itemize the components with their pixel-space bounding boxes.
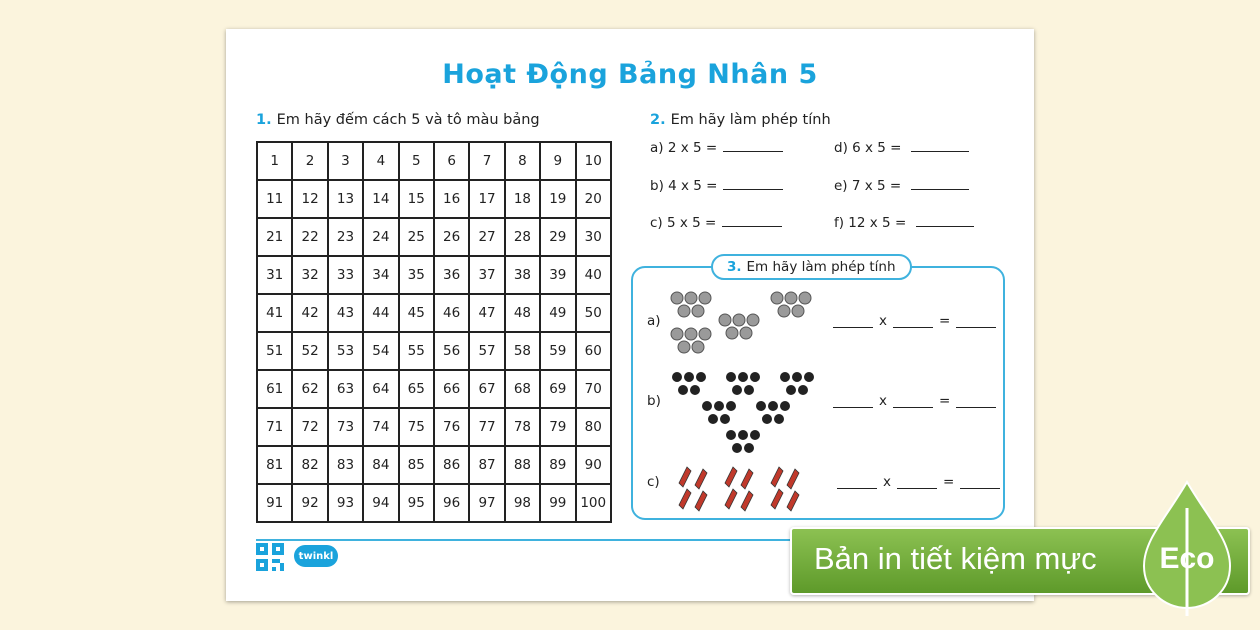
grid-cell[interactable]: 26	[435, 219, 470, 257]
product-blank[interactable]	[960, 478, 1000, 489]
grid-cell[interactable]: 80	[577, 409, 612, 447]
grid-cell[interactable]: 23	[329, 219, 364, 257]
section3-heading	[711, 254, 912, 280]
grid-cell[interactable]: 50	[577, 295, 612, 333]
factor-blank[interactable]	[837, 478, 877, 489]
grid-cell[interactable]: 61	[258, 371, 293, 409]
grid-cell[interactable]: 7	[470, 143, 505, 181]
grid-cell[interactable]: 100	[577, 485, 612, 523]
grid-cell[interactable]: 64	[364, 371, 399, 409]
problem-f-text: f) 12 x 5 =	[834, 215, 907, 231]
factor-blank[interactable]	[833, 317, 873, 328]
grid-cell[interactable]: 87	[470, 447, 505, 485]
grid-cell[interactable]: 94	[364, 485, 399, 523]
problem-b	[650, 178, 783, 194]
grid-cell[interactable]: 92	[293, 485, 328, 523]
grid-cell[interactable]: 1	[258, 143, 293, 181]
section2-heading	[650, 112, 831, 128]
grid-cell[interactable]: 68	[506, 371, 541, 409]
times-sign: x	[879, 313, 887, 329]
grid-cell[interactable]: 28	[506, 219, 541, 257]
section1-heading	[256, 112, 540, 128]
grid-cell[interactable]: 91	[258, 485, 293, 523]
grid-cell[interactable]: 59	[541, 333, 576, 371]
problem-d	[834, 140, 969, 156]
grid-cell[interactable]: 20	[577, 181, 612, 219]
grid-cell[interactable]: 99	[541, 485, 576, 523]
eco-badge: Eco	[1159, 542, 1215, 575]
grid-cell[interactable]: 37	[470, 257, 505, 295]
grid-cell[interactable]: 18	[506, 181, 541, 219]
grid-cell[interactable]: 65	[400, 371, 435, 409]
grid-cell[interactable]: 77	[470, 409, 505, 447]
section3-number: 3.	[727, 259, 742, 275]
equals-sign: =	[943, 474, 955, 490]
grid-cell[interactable]: 3	[329, 143, 364, 181]
answer-blank[interactable]	[911, 188, 969, 190]
grid-cell[interactable]: 40	[577, 257, 612, 295]
grid-cell[interactable]: 86	[435, 447, 470, 485]
grid-cell[interactable]: 47	[470, 295, 505, 333]
grid-cell[interactable]: 25	[400, 219, 435, 257]
gray-stones-icon	[665, 288, 825, 363]
grid-cell[interactable]: 6	[435, 143, 470, 181]
grid-cell[interactable]: 96	[435, 485, 470, 523]
qr-code-icon	[256, 543, 284, 571]
grid-cell[interactable]: 39	[541, 257, 576, 295]
grid-cell[interactable]: 76	[435, 409, 470, 447]
grid-cell[interactable]: 75	[400, 409, 435, 447]
grid-cell[interactable]: 30	[577, 219, 612, 257]
equals-sign: =	[939, 393, 951, 409]
times-sign: x	[879, 393, 887, 409]
product-blank[interactable]	[956, 317, 996, 328]
factor-blank[interactable]	[833, 397, 873, 408]
grid-cell[interactable]: 84	[364, 447, 399, 485]
grid-cell[interactable]: 17	[470, 181, 505, 219]
grid-cell[interactable]: 73	[329, 409, 364, 447]
row-c-label: c)	[647, 474, 660, 490]
equals-sign: =	[939, 313, 951, 329]
grid-cell[interactable]: 62	[293, 371, 328, 409]
ladybird-icon	[665, 368, 825, 453]
factor-blank[interactable]	[893, 397, 933, 408]
grid-cell[interactable]: 70	[577, 371, 612, 409]
answer-blank[interactable]	[916, 225, 974, 227]
grid-cell[interactable]: 2	[293, 143, 328, 181]
section1-number: 1.	[256, 112, 272, 128]
grid-cell[interactable]: 72	[293, 409, 328, 447]
grid-cell[interactable]: 71	[258, 409, 293, 447]
grid-cell[interactable]: 42	[293, 295, 328, 333]
page-title: Hoạt Động Bảng Nhân 5	[442, 59, 818, 90]
grid-cell[interactable]: 69	[541, 371, 576, 409]
grid-cell[interactable]: 41	[258, 295, 293, 333]
grid-cell[interactable]: 66	[435, 371, 470, 409]
grid-cell[interactable]: 51	[258, 333, 293, 371]
problem-e	[834, 178, 969, 194]
grid-cell[interactable]: 78	[506, 409, 541, 447]
times-sign: x	[883, 474, 891, 490]
grid-cell[interactable]: 88	[506, 447, 541, 485]
grid-cell[interactable]: 82	[293, 447, 328, 485]
problem-d-text: d) 6 x 5 =	[834, 140, 902, 156]
product-blank[interactable]	[956, 397, 996, 408]
grid-cell[interactable]: 83	[329, 447, 364, 485]
grid-cell[interactable]: 63	[329, 371, 364, 409]
grid-cell[interactable]: 95	[400, 485, 435, 523]
grid-cell[interactable]: 10	[577, 143, 612, 181]
grid-cell[interactable]: 24	[364, 219, 399, 257]
grid-cell[interactable]: 57	[470, 333, 505, 371]
grid-cell[interactable]: 14	[364, 181, 399, 219]
grid-cell[interactable]: 43	[329, 295, 364, 333]
grid-cell[interactable]: 49	[541, 295, 576, 333]
grid-cell[interactable]: 38	[506, 257, 541, 295]
grid-cell[interactable]: 53	[329, 333, 364, 371]
grid-cell[interactable]: 32	[293, 257, 328, 295]
worksheet	[226, 29, 1034, 601]
grid-cell[interactable]: 45	[400, 295, 435, 333]
grid-cell[interactable]: 52	[293, 333, 328, 371]
banner-text: Bản in tiết kiệm mực	[814, 541, 1097, 576]
grid-cell[interactable]: 54	[364, 333, 399, 371]
grid-cell[interactable]: 15	[400, 181, 435, 219]
section2-number: 2.	[650, 112, 666, 128]
answer-blank[interactable]	[911, 150, 969, 152]
factor-blank[interactable]	[897, 478, 937, 489]
problem-a	[650, 140, 783, 156]
row-a-equation	[833, 314, 996, 328]
row-a-label: a)	[647, 313, 661, 329]
grid-cell[interactable]: 97	[470, 485, 505, 523]
problem-c	[650, 215, 782, 231]
problem-c-text: c) 5 x 5 =	[650, 215, 717, 231]
grid-cell[interactable]: 85	[400, 447, 435, 485]
answer-blank[interactable]	[723, 150, 783, 152]
rocket-icon	[673, 463, 813, 513]
row-b-label: b)	[647, 393, 661, 409]
grid-cell[interactable]: 93	[329, 485, 364, 523]
answer-blank[interactable]	[722, 225, 782, 227]
grid-cell[interactable]: 34	[364, 257, 399, 295]
section2-text: Em hãy làm phép tính	[670, 112, 831, 128]
grid-cell[interactable]: 90	[577, 447, 612, 485]
grid-cell[interactable]: 5	[400, 143, 435, 181]
problem-e-text: e) 7 x 5 =	[834, 178, 902, 194]
grid-cell[interactable]: 35	[400, 257, 435, 295]
grid-cell[interactable]: 31	[258, 257, 293, 295]
grid-cell[interactable]: 58	[506, 333, 541, 371]
grid-cell[interactable]: 9	[541, 143, 576, 181]
grid-cell[interactable]: 8	[506, 143, 541, 181]
grid-cell[interactable]: 11	[258, 181, 293, 219]
grid-cell[interactable]: 48	[506, 295, 541, 333]
grid-cell[interactable]: 89	[541, 447, 576, 485]
grid-cell[interactable]: 36	[435, 257, 470, 295]
grid-cell[interactable]: 44	[364, 295, 399, 333]
grid-cell[interactable]: 29	[541, 219, 576, 257]
grid-cell[interactable]: 22	[293, 219, 328, 257]
section1-text: Em hãy đếm cách 5 và tô màu bảng	[276, 112, 540, 128]
grid-cell[interactable]: 79	[541, 409, 576, 447]
grid-cell[interactable]: 12	[293, 181, 328, 219]
grid-cell[interactable]: 33	[329, 257, 364, 295]
grid-cell[interactable]: 98	[506, 485, 541, 523]
row-b-equation	[833, 394, 996, 408]
problem-a-text: a) 2 x 5 =	[650, 140, 718, 156]
grid-cell[interactable]: 46	[435, 295, 470, 333]
grid-cell[interactable]: 74	[364, 409, 399, 447]
problem-b-text: b) 4 x 5 =	[650, 178, 718, 194]
grid-cell[interactable]: 16	[435, 181, 470, 219]
number-grid	[256, 141, 612, 523]
grid-cell[interactable]: 21	[258, 219, 293, 257]
section3-box	[631, 259, 1005, 520]
grid-cell[interactable]: 81	[258, 447, 293, 485]
row-c-equation	[837, 475, 1000, 489]
grid-cell[interactable]: 4	[364, 143, 399, 181]
grid-cell[interactable]: 60	[577, 333, 612, 371]
grid-cell[interactable]: 19	[541, 181, 576, 219]
grid-cell[interactable]: 67	[470, 371, 505, 409]
twinkl-logo: twinkl	[294, 545, 338, 567]
factor-blank[interactable]	[893, 317, 933, 328]
grid-cell[interactable]: 13	[329, 181, 364, 219]
grid-cell[interactable]: 55	[400, 333, 435, 371]
answer-blank[interactable]	[723, 188, 783, 190]
grid-cell[interactable]: 56	[435, 333, 470, 371]
problem-f	[834, 215, 974, 231]
section3-text: Em hãy làm phép tính	[746, 259, 896, 275]
grid-cell[interactable]: 27	[470, 219, 505, 257]
